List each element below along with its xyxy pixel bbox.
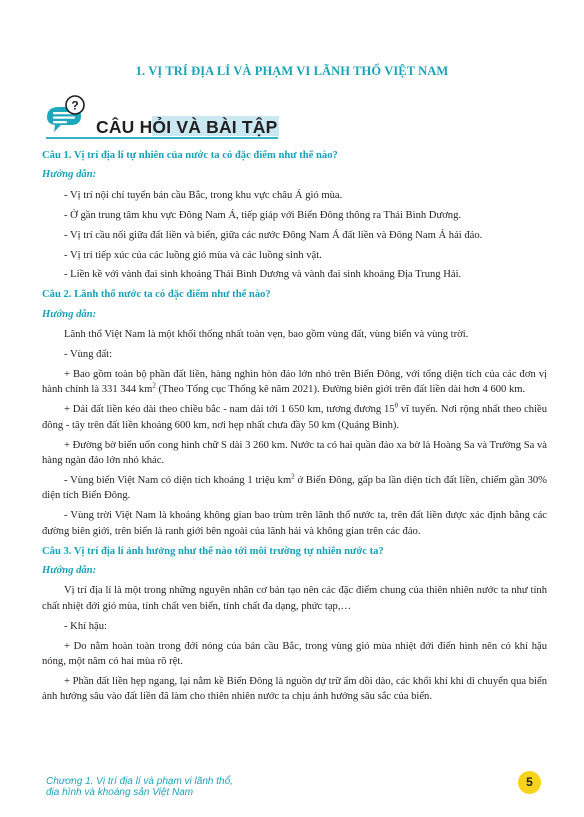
question-mark-glyph: ? [71, 98, 79, 113]
paragraph [42, 473, 547, 504]
question-1-title: Câu 1. Vị trí địa lí tự nhiên của nước ta có đặc điểm như thế nào? [42, 150, 338, 161]
question-1-guide: Hướng dẫn: [42, 169, 97, 181]
paragraph [42, 402, 547, 433]
paragraph: + Do nằm hoàn toàn trong đới nóng của bán cầu Bắc, trong vùng gió mùa nhiệt đới điển hình nên có khí hậu nóng, một năm có hai mùa rõ rệt. [42, 640, 547, 667]
question-3-title: Câu 3. Vị trí địa lí ảnh hưởng như thế nào tới môi trường tự nhiên nước ta? [42, 545, 384, 557]
text-span: ở Biển Đông, gấp ba lần diện tích đất liền, chiếm gần 30% diện tích Biển Đông. [42, 474, 548, 502]
page-number-badge: 5 [518, 771, 541, 794]
section-heading: CÂU HỎI VÀ BÀI TẬP [96, 117, 278, 137]
superscript: 0 [394, 401, 399, 410]
paragraph: + Đường bờ biển uốn cong hình chữ S dài 3 260 km. Nước ta có hai quần đảo xa bờ là Hoàng Sa và Trường Sa và hàng ngàn đảo lớn nhỏ khác. [42, 439, 547, 466]
question-chat-icon [44, 94, 90, 136]
paragraph: - Khí hậu: [64, 620, 107, 632]
list-item: - Ở gần trung tâm khu vực Đông Nam Á, tiếp giáp với Biển Đông thông ra Thái Bình Dương. [64, 209, 462, 221]
list-item: - Liền kề với vành đai sinh khoáng Thái Bình Dương và vành đai sinh khoáng Địa Trung Hải. [64, 269, 462, 281]
paragraph: + Phần đất liền hẹp ngang, lại nằm kề Biển Đông là nguồn dự trữ ẩm dồi dào, các khối khí khi di chuyển qua biển ảnh hưởng sâu vào đất liền đã làm cho thiên nhiên nước ta chịu ảnh hưởng sâu sắc của biển. [42, 675, 547, 703]
question-2-title: Câu 2. Lãnh thổ nước ta có đặc điểm như thế nào? [42, 289, 271, 301]
text-span: vĩ tuyến. Nơi rộng nhất theo chiều đông - tây trên đất liền khoảng 600 km, nơi hẹp nhất chưa đầy 50 km (Quảng Bình). [42, 404, 548, 431]
paragraph: Lãnh thổ Việt Nam là một khối thống nhất toàn vẹn, bao gồm vùng đất, vùng biển và vùng trời. [64, 329, 469, 341]
superscript: 2 [291, 472, 295, 481]
list-item: - Vị trí cầu nối giữa đất liền và biển, giữa các nước Đông Nam Á đất liền và Đông Nam Á hải đảo. [64, 229, 483, 241]
paragraph [42, 367, 547, 398]
footer-line-2: địa hình và khoáng sản Việt Nam [46, 787, 194, 798]
text-span: - Vùng biển Việt Nam có diện tích khoảng 1 triệu km [64, 474, 292, 486]
paragraph: - Vùng trời Việt Nam là khoảng không gian bao trùm trên lãnh thổ nước ta, trên đất liền được xác định bằng các đường biên giới, trên biển là ranh giới bên ngoài của lãnh hải và không gian trên các đảo. [42, 510, 547, 537]
text-span: + Dải đất liền kéo dài theo chiều bắc - nam dài tới 1 650 km, tương đương 15 [64, 404, 395, 416]
text-span: + Bao gồm toàn bộ phần đất liền, hàng nghìn hòn đảo lớn nhỏ trên Biển Đông, với tổng diện tích của các đơn vị hành chính là 331 344 km [42, 368, 547, 396]
paragraph: - Vùng đất: [64, 349, 113, 361]
content [42, 148, 547, 709]
footer-line-1: Chương 1. Vị trí địa lí và phạm vi lãnh thổ, [46, 776, 233, 787]
page-title: 1. VỊ TRÍ ĐỊA LÍ VÀ PHẠM VI LÃNH THỔ VIỆT NAM [135, 64, 449, 78]
footer-chapter-title [46, 776, 233, 798]
question-3-guide: Hướng dẫn: [42, 564, 97, 576]
paragraph: Vị trí địa lí là một trong những nguyên nhân cơ bản tạo nên các đặc điểm chung của thiên nhiên nước ta như tính chất nhiệt đới gió mùa, tính chất ven biển, tính chất đa dạng, phức tạp,… [42, 585, 547, 612]
superscript: 2 [152, 381, 156, 390]
question-2-guide: Hướng dẫn: [42, 308, 97, 320]
list-item: - Vị trí tiếp xúc của các luồng gió mùa và các luồng sinh vật. [64, 249, 322, 261]
text-span: (Theo Tổng cục Thống kê năm 2021). Đường biên giới trên đất liền dài hơn 4 600 km. [155, 384, 526, 396]
list-item: - Vị trí nội chí tuyến bán cầu Bắc, trong khu vực châu Á gió mùa. [64, 189, 343, 201]
